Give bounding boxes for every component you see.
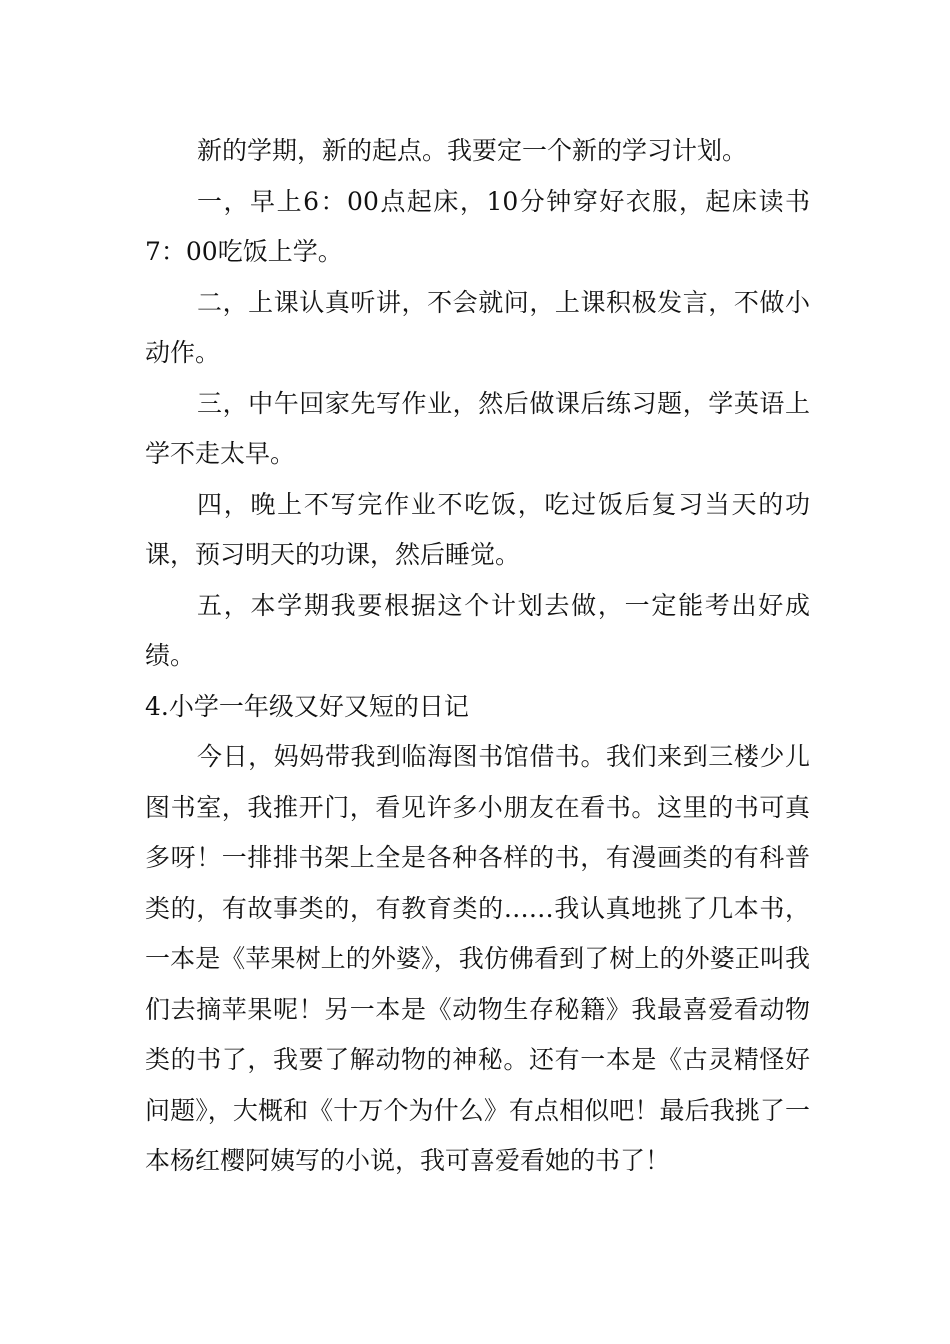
plan-item-5: 五，本学期我要根据这个计划去做，一定能考出好成绩。 xyxy=(145,590,810,670)
plan-intro-paragraph: 新的学期，新的起点。我要定一个新的学习计划。 xyxy=(197,136,748,165)
plan-item-3: 三，中午回家先写作业，然后做课后练习题，学英语上学不走太早。 xyxy=(145,388,810,468)
plan-item-1: 一，早上6：00点起床，10分钟穿好衣服，起床读书7：00吃饭上学。 xyxy=(145,186,810,266)
diary-paragraph: 今日，妈妈带我到临海图书馆借书。我们来到三楼少儿图书室，我推开门，看见许多小朋友在看书。这里的书可真多呀！一排排书架上全是各种各样的书，有漫画类的有科普类的，有故事类的，有教育类的……我认真地挑了几本书，一本是《苹果树上的外婆》，我仿佛看到了树上的外婆正叫我们去摘苹果呢！另一本是《动物生存秘籍》我最喜爱看动物类的书了，我要了解动物的神秘。还有一本是《古灵精怪好问题》，大概和《十万个为什么》有点相似吧！最后我挑了一本杨红樱阿姨写的小说，我可喜爱看她的书了！ xyxy=(145,742,810,1175)
document-body xyxy=(145,126,810,1187)
section-heading: 4.小学一年级又好又短的日记 xyxy=(145,691,469,721)
plan-item-4: 四，晚上不写完作业不吃饭，吃过饭后复习当天的功课，预习明天的功课，然后睡觉。 xyxy=(145,489,810,569)
plan-item-2: 二，上课认真听讲，不会就问，上课积极发言，不做小动作。 xyxy=(145,287,810,367)
